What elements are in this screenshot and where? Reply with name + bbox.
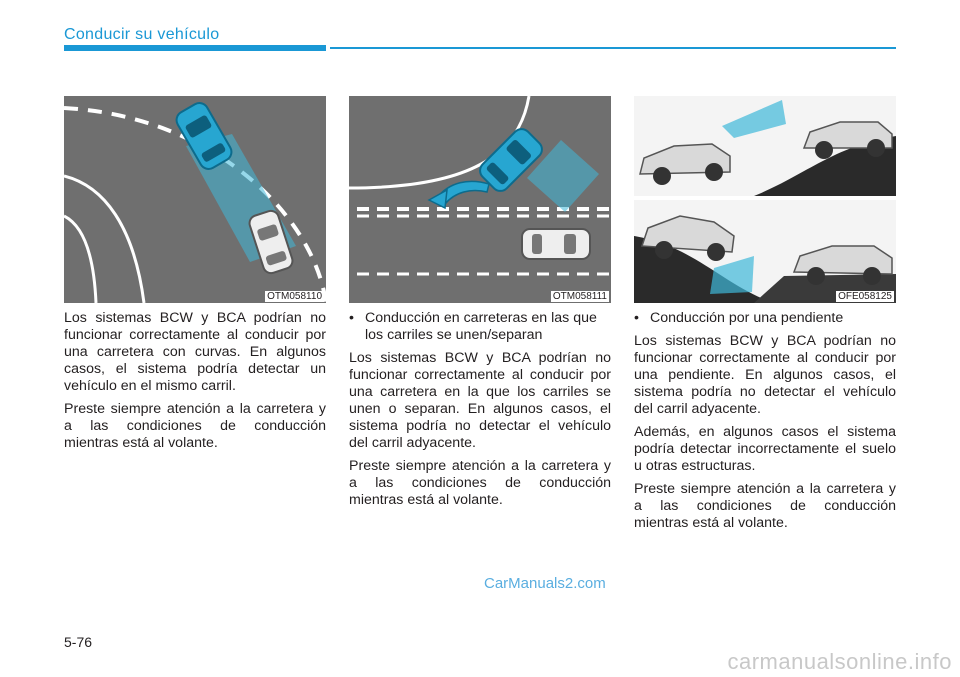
bullet-item <box>349 310 611 344</box>
figure-code: OTM058111 <box>552 291 607 302</box>
curved-road-illustration <box>64 96 326 303</box>
bullet-item <box>634 310 896 327</box>
header-rule-thin <box>330 47 896 49</box>
site-watermark: carmanualsonline.info <box>727 649 952 674</box>
middle-column <box>349 310 611 515</box>
paragraph: Los sistemas BCW y BCA podrían no funcionar correctamente al conducir por una carretera en la que los carriles se unen o separan. En algunos casos, el sistema podría no detectar el vehículo del carril adyacente. <box>349 350 611 451</box>
figure-merging-lanes <box>349 96 611 303</box>
figure-slope <box>634 96 896 303</box>
figure-code: OFE058125 <box>838 291 892 302</box>
slope-illustration <box>634 96 896 303</box>
paragraph: Además, en algunos casos el sistema podría detectar incorrectamente el suelo u otras estructuras. <box>634 424 896 474</box>
bullet-dot: • <box>634 310 639 326</box>
paragraph: Los sistemas BCW y BCA podrían no funcionar correctamente al conducir por una carretera con curvas. En algunos casos, el sistema podría detectar un vehículo en el mismo carril. <box>64 310 326 394</box>
bullet-text: Conducción en carreteras en las que los carriles se unen/separan <box>365 310 597 343</box>
header-rule-thick <box>64 45 326 51</box>
paragraph: Los sistemas BCW y BCA podrían no funcionar correctamente al conducir por una pendiente. En algunos casos, el sistema podría no detectar el vehículo del carril adyacente. <box>634 333 896 417</box>
watermark-link[interactable]: CarManuals2.com <box>484 575 606 592</box>
paragraph: Preste siempre atención a la carretera y a las condiciones de conducción mientras está al volante. <box>64 401 326 451</box>
paragraph: Preste siempre atención a la carretera y a las condiciones de conducción mientras está al volante. <box>349 458 611 508</box>
right-column <box>634 310 896 538</box>
page-number: 5-76 <box>64 634 93 650</box>
section-title: Conducir su vehículo <box>64 26 220 43</box>
figure-curved-road <box>64 96 326 303</box>
left-column <box>64 310 326 458</box>
paragraph: Preste siempre atención a la carretera y a las condiciones de conducción mientras está al volante. <box>634 481 896 531</box>
merging-lanes-illustration <box>349 96 611 303</box>
bullet-dot: • <box>349 310 354 326</box>
bullet-text: Conducción por una pendiente <box>650 310 844 326</box>
target-car-icon <box>522 229 590 259</box>
figure-code: OTM058110 <box>267 291 322 302</box>
